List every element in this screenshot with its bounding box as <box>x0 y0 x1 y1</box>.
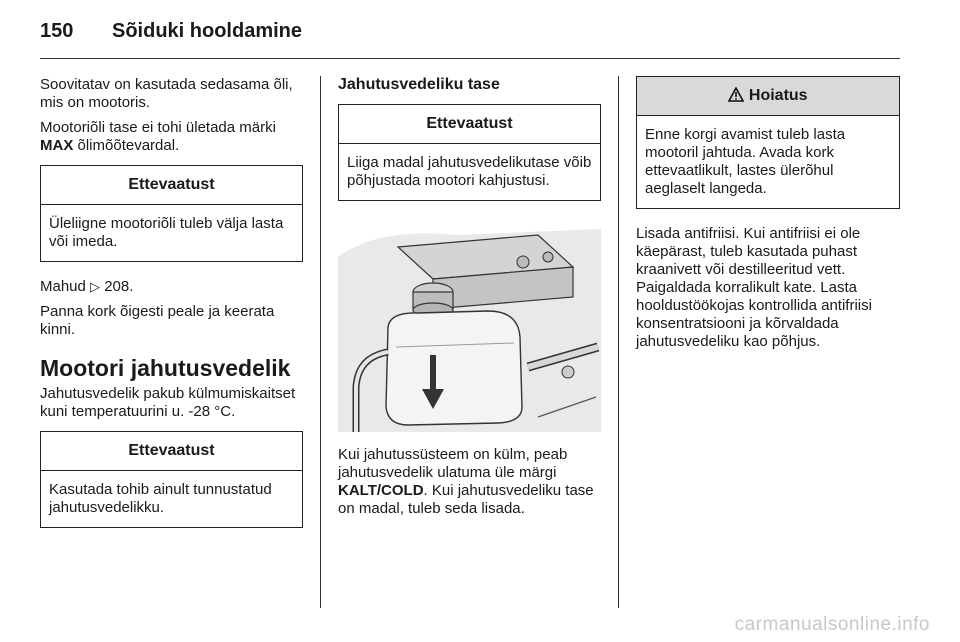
page-header <box>40 20 900 60</box>
warning-box <box>636 76 900 209</box>
page-reference-icon: ▷ <box>90 279 101 294</box>
warning-body: Enne korgi avamist tuleb lasta mootoril jahtuda. Avada kork ettevaatlikult, lastes ülerõhul aeglaselt langeda. <box>645 126 846 197</box>
caution-title: Ettevaatust <box>41 166 302 205</box>
paragraph: Lisada antifriisi. Kui antifriisi ei ole käepärast, tuleb kasutada puhast kraanivett või destilleeritud vett. Paigaldada korralikult kate. Lasta hooldustöökojas kontrollida antifriisi konsentratsiooni ja kõrvaldada jahutusvedeliku kao põhjus. <box>636 225 872 350</box>
column-right <box>636 76 900 358</box>
page-number: 150 <box>40 20 74 42</box>
caution-title: Ettevaatust <box>41 432 302 471</box>
column-divider <box>618 76 619 608</box>
paragraph-text: Mootoriõli tase ei tohi ületada märki <box>40 119 276 136</box>
main-heading: Mootori jahutusvedelik <box>40 355 291 381</box>
paragraph-text: . Kui jahutusvedeliku tase on madal, tuleb seda lisada. <box>338 482 594 517</box>
paragraph <box>338 446 601 518</box>
warning-title: Hoiatus <box>748 87 808 104</box>
max-mark: MAX <box>40 137 74 154</box>
caution-box <box>338 104 601 201</box>
paragraph-text: õlimõõtevardal. <box>73 137 180 154</box>
paragraph: Panna kork õigesti peale ja keerata kinni. <box>40 303 275 338</box>
paragraph <box>40 119 303 155</box>
paragraph-text: Kui jahutussüsteem on külm, peab jahutusvedelik ulatuma üle märgi <box>338 446 568 481</box>
column-left <box>40 76 303 544</box>
column-middle <box>338 76 601 525</box>
caution-body: Üleliigne mootoriõli tuleb välja lasta või imeda. <box>49 215 284 250</box>
header-divider <box>40 58 900 59</box>
capacity-page-ref: 208. <box>104 278 134 295</box>
kalt-cold-mark: KALT/COLD <box>338 482 424 499</box>
caution-body: Kasutada tohib ainult tunnustatud jahutusvedelikku. <box>49 481 272 516</box>
watermark: carmanualsonline.info <box>734 614 930 635</box>
caution-box <box>40 431 303 528</box>
caution-title: Ettevaatust <box>339 105 600 144</box>
caution-body: Liiga madal jahutusvedelikutase võib põhjustada mootori kahjustusi. <box>347 154 592 189</box>
paragraph: Jahutusvedelik pakub külmumiskaitset kuni temperatuurini u. -28 °C. <box>40 385 296 420</box>
coolant-reservoir-illustration <box>338 217 601 432</box>
sub-heading: Jahutusvedeliku tase <box>338 76 500 93</box>
paragraph: Soovitatav on kasutada sedasama õli, mis on mootoris. <box>40 76 293 111</box>
coolant-reservoir-drawing <box>338 217 601 432</box>
capacity-label: Mahud <box>40 278 91 295</box>
capacity-reference[interactable] <box>40 278 303 296</box>
column-divider <box>320 76 321 608</box>
warning-header <box>637 77 899 116</box>
section-title: Sõiduki hooldamine <box>112 20 303 42</box>
warning-triangle-icon <box>728 87 748 104</box>
caution-box <box>40 165 303 262</box>
